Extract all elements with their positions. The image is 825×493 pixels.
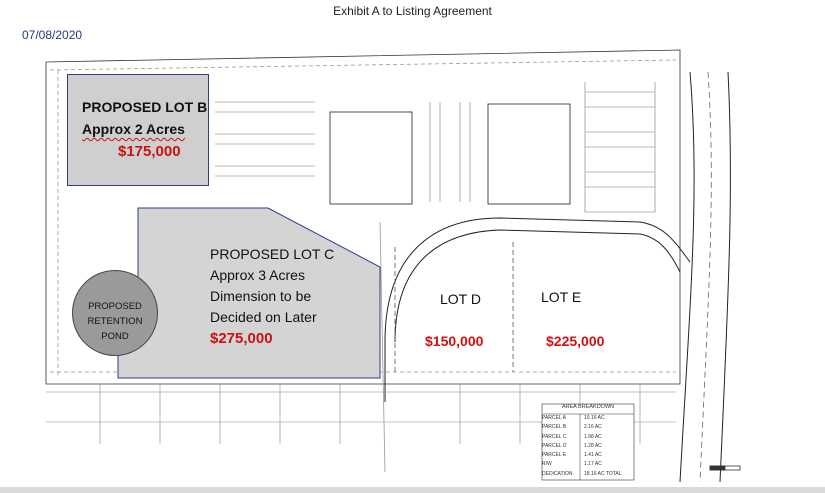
area-row-value: 1.17 AC (584, 461, 602, 468)
area-table-labels (542, 414, 582, 479)
area-row-label: PARCEL E (542, 452, 567, 459)
lot-b-acreage: Approx 2 Acres (82, 121, 185, 137)
area-table-values (584, 414, 636, 479)
highway-center (700, 72, 711, 482)
area-row-label: PARCEL D (542, 442, 567, 449)
area-row-label: PARCEL B (542, 424, 567, 431)
lot-c-acreage: Approx 3 Acres (210, 267, 305, 283)
area-row-label: R/W DEDICATION (542, 461, 573, 477)
area-row-label: PARCEL C (542, 433, 567, 440)
area-table-title: AREA BREAKDOWN (561, 404, 615, 410)
area-row-value: 18.16 AC TOTAL (584, 470, 622, 477)
lot-b-name: PROPOSED LOT B (82, 99, 208, 115)
access-road-north (395, 230, 680, 342)
school-building (330, 112, 412, 204)
retention-pond (72, 270, 158, 356)
pond-label-line3: POND (101, 331, 129, 342)
lot-b-price: $175,000 (118, 143, 181, 160)
highway-west-edge (680, 72, 694, 482)
lot-d-name: LOT D (440, 291, 481, 307)
pond-label-line1: PROPOSED (88, 301, 142, 312)
lot-e-price: $225,000 (546, 333, 605, 349)
highway-east-edge (720, 72, 730, 482)
sanctuary-building (488, 104, 570, 204)
pond-label-line2: RETENTION (87, 316, 143, 327)
area-row-label: PARCEL A (542, 415, 566, 421)
buffer-line-top (50, 60, 676, 70)
lot-c-name: PROPOSED LOT C (210, 246, 335, 262)
scrollbar-track[interactable] (0, 487, 825, 493)
document-date: 07/08/2020 (22, 28, 83, 42)
access-road-south (385, 218, 690, 402)
area-row-value: 2.16 AC (584, 424, 602, 431)
lot-c-dimension-note: Dimension to be (210, 288, 312, 304)
area-row-value: 10.16 AC (584, 415, 605, 421)
lot-c-price: $275,000 (210, 330, 273, 347)
lot-c-dimension-note-2: Decided on Later (210, 309, 317, 325)
area-row-value: 1.98 AC (584, 433, 602, 440)
exhibit-title: Exhibit A to Listing Agreement (333, 4, 492, 18)
access-road-divider (380, 222, 385, 472)
area-row-value: 1.41 AC (584, 452, 602, 459)
scale-bar (710, 466, 740, 470)
parking-stalls (215, 82, 655, 212)
lot-e-name: LOT E (541, 289, 582, 305)
area-row-value: 1.28 AC (584, 442, 602, 449)
lot-d-price: $150,000 (425, 333, 484, 349)
